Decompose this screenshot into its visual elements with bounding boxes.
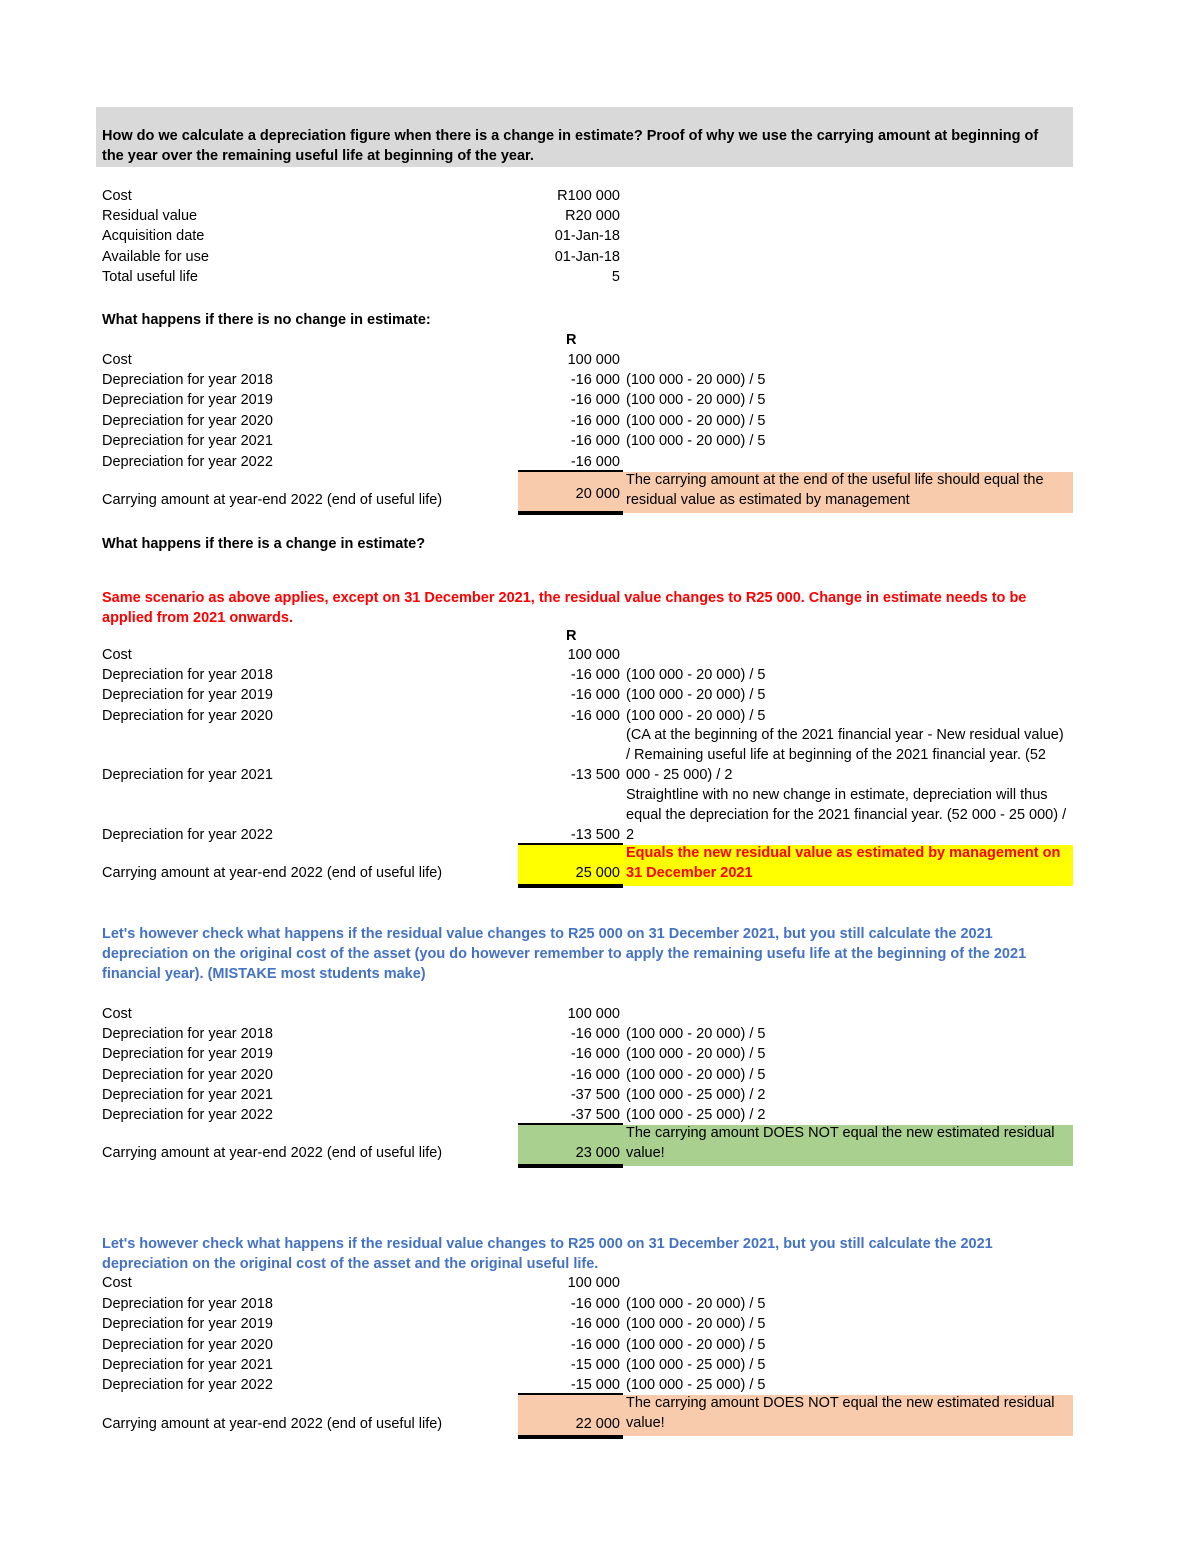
total-rule <box>518 1164 623 1168</box>
table-row-label: Depreciation for year 2021 <box>102 433 273 449</box>
table-row-label: Depreciation for year 2020 <box>102 708 273 724</box>
table-row-label: Depreciation for year 2022 <box>102 454 273 470</box>
fact-value: 5 <box>611 269 620 285</box>
total-label: Carrying amount at year-end 2022 (end of useful life) <box>102 1145 443 1161</box>
subtotal-rule <box>518 843 623 845</box>
currency-label: R <box>566 628 577 644</box>
total-value: 23 000 <box>575 1145 620 1161</box>
fact-label: Available for use <box>102 249 209 265</box>
table-row-label: Depreciation for year 2019 <box>102 1316 273 1332</box>
table-row-note: (100 000 - 20 000) / 5 <box>626 1067 766 1083</box>
table-row-value: -16 000 <box>570 392 620 408</box>
table-row-value: -16 000 <box>570 708 620 724</box>
table-row-label: Depreciation for year 2020 <box>102 1067 273 1083</box>
page-title: How do we calculate a depreciation figure when there is a change in estimate? Proof of why we use the carrying amount at beginning of the year over the remaining useful life at beginning of the year. <box>102 128 1039 164</box>
scenario-text: Same scenario as above applies, except on 31 December 2021, the residual value changes to R25 000. Change in estimate needs to be applied from 2021 onwards. <box>102 590 1027 626</box>
table-row-value: -16 000 <box>570 413 620 429</box>
table-row-label: Cost <box>102 1006 132 1022</box>
table-row-value: -16 000 <box>570 1067 620 1083</box>
table-row-value: -16 000 <box>570 687 620 703</box>
table-row-note: (100 000 - 20 000) / 5 <box>626 1026 766 1042</box>
total-value: 20 000 <box>575 486 620 502</box>
table-row-note: (100 000 - 20 000) / 5 <box>626 687 766 703</box>
table-row-note: (CA at the beginning of the 2021 financial year - New residual value) / Remaining useful life at beginning of the 2021 financial year. (52 000 - 25 000) / 2 <box>626 727 1064 783</box>
table-row-label: Cost <box>102 352 132 368</box>
table-row-note: (100 000 - 20 000) / 5 <box>626 392 766 408</box>
table-row-note: (100 000 - 25 000) / 5 <box>626 1357 766 1373</box>
table-row-note: Straightline with no new change in estimate, depreciation will thus equal the depreciation for the 2021 financial year. (52 000 - 25 000) / 2 <box>626 787 1067 843</box>
table-row-value: -16 000 <box>570 372 620 388</box>
total-rule <box>518 1435 623 1439</box>
table-row-value: -16 000 <box>570 1316 620 1332</box>
table-row-label: Depreciation for year 2022 <box>102 827 273 843</box>
table-row-note: (100 000 - 20 000) / 5 <box>626 1296 766 1312</box>
table-row-value: 100 000 <box>567 1006 620 1022</box>
total-value: 25 000 <box>575 865 620 881</box>
table-row-value: -16 000 <box>570 1337 620 1353</box>
table-row-note: (100 000 - 20 000) / 5 <box>626 413 766 429</box>
section-heading: What happens if there is a change in estimate? <box>102 536 426 552</box>
table-row-note: (100 000 - 25 000) / 2 <box>626 1087 766 1103</box>
table-row-label: Depreciation for year 2021 <box>102 1357 273 1373</box>
table-row-label: Cost <box>102 647 132 663</box>
total-value: 22 000 <box>575 1416 620 1432</box>
table-row-label: Depreciation for year 2021 <box>102 1087 273 1103</box>
table-row-label: Depreciation for year 2019 <box>102 687 273 703</box>
table-row-note: (100 000 - 20 000) / 5 <box>626 1046 766 1062</box>
total-note: The carrying amount DOES NOT equal the new estimated residual value! <box>626 1125 1055 1161</box>
table-row-label: Depreciation for year 2021 <box>102 767 273 783</box>
table-row-note: (100 000 - 20 000) / 5 <box>626 1316 766 1332</box>
total-rule <box>518 511 623 515</box>
table-row-label: Depreciation for year 2020 <box>102 413 273 429</box>
table-row-note: (100 000 - 20 000) / 5 <box>626 1337 766 1353</box>
scenario-text: Let's however check what happens if the residual value changes to R25 000 on 31 December 2021, but you still calculate the 2021 depreciation on the original cost of the asset (you do however remember to apply the remaining usefu life at the beginning of the 2021 financial year). (MISTAKE most students make) <box>102 926 1027 982</box>
table-row-value: -13 500 <box>570 767 620 783</box>
table-row-value: -37 500 <box>570 1087 620 1103</box>
table-row-note: (100 000 - 25 000) / 2 <box>626 1107 766 1123</box>
total-rule <box>518 884 623 888</box>
table-row-value: -15 000 <box>570 1377 620 1393</box>
table-row-label: Depreciation for year 2018 <box>102 1296 273 1312</box>
table-row-value: -37 500 <box>570 1107 620 1123</box>
table-row-label: Depreciation for year 2022 <box>102 1377 273 1393</box>
fact-value: R100 000 <box>557 188 620 204</box>
section-heading: What happens if there is no change in estimate: <box>102 312 431 328</box>
total-label: Carrying amount at year-end 2022 (end of useful life) <box>102 865 443 881</box>
table-row-label: Cost <box>102 1275 132 1291</box>
table-row-value: -16 000 <box>570 1026 620 1042</box>
fact-label: Cost <box>102 188 132 204</box>
table-row-label: Depreciation for year 2019 <box>102 392 273 408</box>
subtotal-rule <box>518 470 623 472</box>
currency-label: R <box>566 332 577 348</box>
fact-value: 01-Jan-18 <box>554 249 620 265</box>
table-row-label: Depreciation for year 2018 <box>102 667 273 683</box>
table-row-value: -16 000 <box>570 1046 620 1062</box>
fact-label: Acquisition date <box>102 228 205 244</box>
fact-label: Residual value <box>102 208 198 224</box>
subtotal-rule <box>518 1123 623 1125</box>
table-row-value: -16 000 <box>570 667 620 683</box>
table-row-value: -16 000 <box>570 1296 620 1312</box>
total-note: The carrying amount at the end of the useful life should equal the residual value as estimated by management <box>626 472 1044 508</box>
table-row-note: (100 000 - 20 000) / 5 <box>626 708 766 724</box>
table-row-label: Depreciation for year 2019 <box>102 1046 273 1062</box>
table-row-value: 100 000 <box>567 352 620 368</box>
table-row-note: (100 000 - 20 000) / 5 <box>626 667 766 683</box>
table-row-label: Depreciation for year 2022 <box>102 1107 273 1123</box>
fact-label: Total useful life <box>102 269 198 285</box>
table-row-note: (100 000 - 25 000) / 5 <box>626 1377 766 1393</box>
table-row-note: (100 000 - 20 000) / 5 <box>626 433 766 449</box>
table-row-value: 100 000 <box>567 647 620 663</box>
total-label: Carrying amount at year-end 2022 (end of useful life) <box>102 492 443 508</box>
total-label: Carrying amount at year-end 2022 (end of useful life) <box>102 1416 443 1432</box>
fact-value: R20 000 <box>565 208 620 224</box>
table-row-value: -15 000 <box>570 1357 620 1373</box>
table-row-value: -13 500 <box>570 827 620 843</box>
table-row-label: Depreciation for year 2018 <box>102 1026 273 1042</box>
scenario-text: Let's however check what happens if the residual value changes to R25 000 on 31 December 2021, but you still calculate the 2021 depreciation on the original cost of the asset and the original useful life. <box>102 1236 993 1272</box>
table-row-value: 100 000 <box>567 1275 620 1291</box>
table-row-label: Depreciation for year 2018 <box>102 372 273 388</box>
total-note: Equals the new residual value as estimated by management on 31 December 2021 <box>626 845 1061 881</box>
subtotal-rule <box>518 1393 623 1395</box>
table-row-value: -16 000 <box>570 454 620 470</box>
table-row-note: (100 000 - 20 000) / 5 <box>626 372 766 388</box>
table-row-label: Depreciation for year 2020 <box>102 1337 273 1353</box>
total-note: The carrying amount DOES NOT equal the new estimated residual value! <box>626 1395 1055 1431</box>
fact-value: 01-Jan-18 <box>554 228 620 244</box>
table-row-value: -16 000 <box>570 433 620 449</box>
